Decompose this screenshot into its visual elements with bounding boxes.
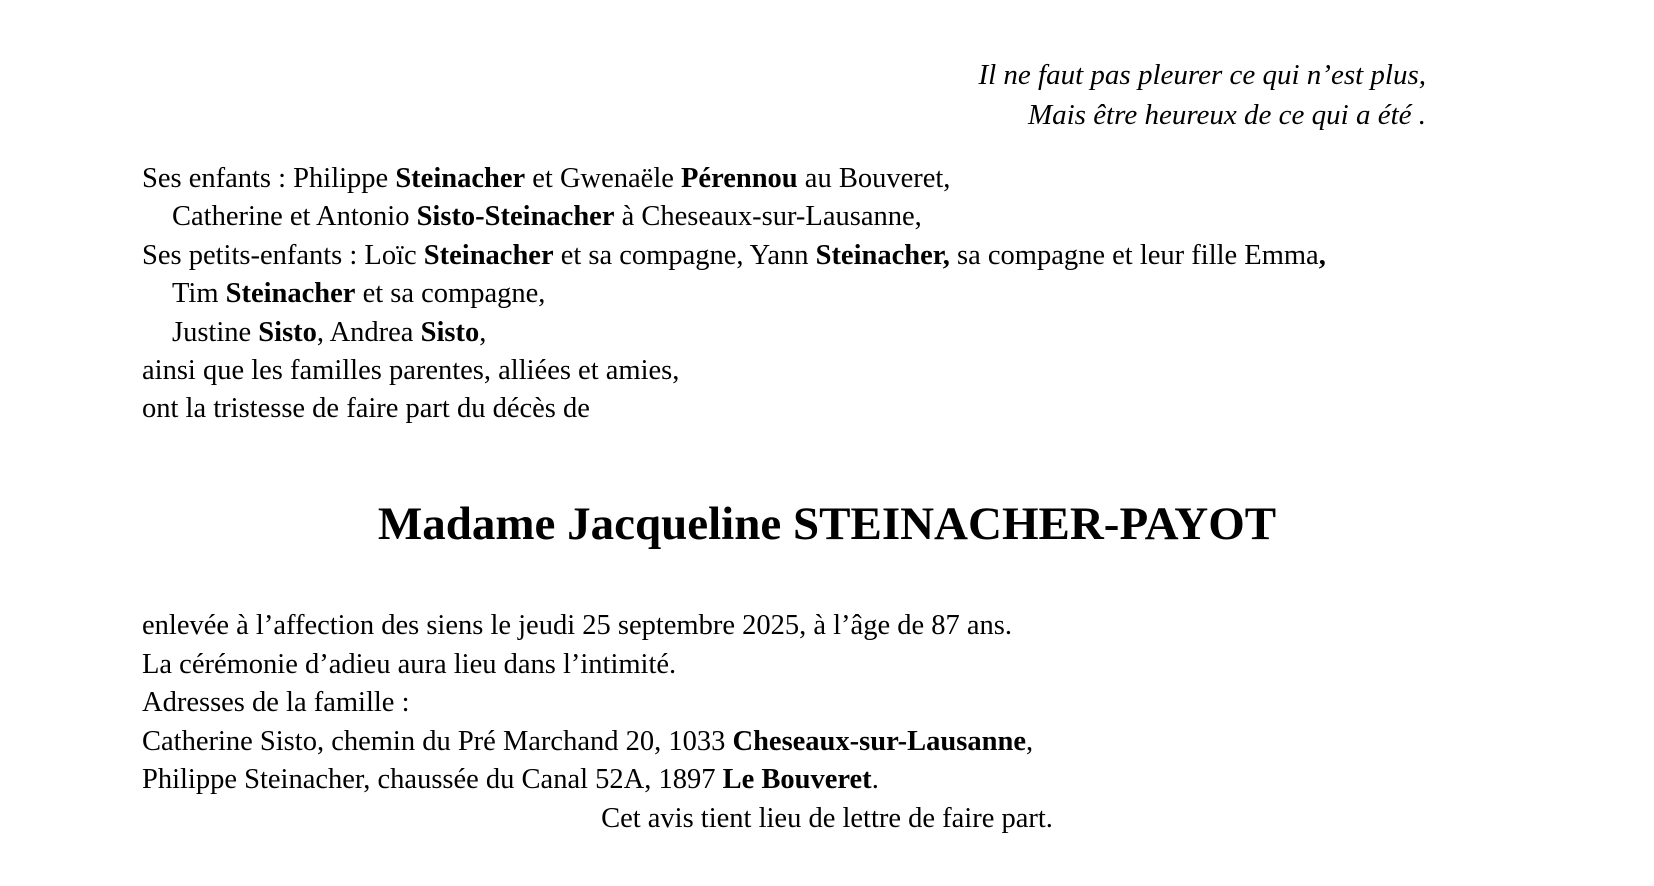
notice-line — [142, 646, 1512, 685]
funeral-details — [142, 607, 1512, 839]
text-segment: ont la tristesse de faire part du décès de — [142, 393, 590, 425]
text-segment: , — [479, 316, 487, 348]
notice-line — [142, 684, 1512, 723]
bold-text-segment: Sisto — [258, 316, 317, 348]
text-segment: Catherine Sisto, chemin du Pré Marchand 20, 1033 — [142, 725, 733, 757]
family-announcement — [142, 160, 1326, 429]
text-segment: La cérémonie d’adieu aura lieu dans l’intimité. — [142, 648, 677, 680]
bold-text-segment: Steinacher — [225, 278, 356, 310]
epigraph-line-2: Mais être heureux de ce qui a été . — [1027, 99, 1426, 131]
notice-line — [142, 352, 1326, 390]
text-segment: sa compagne et leur fille Emma — [949, 239, 1319, 271]
text-segment: Cet avis tient lieu de lettre de faire part. — [601, 802, 1053, 834]
text-segment: Justine — [172, 316, 259, 348]
bold-text-segment: Sisto — [420, 316, 480, 348]
notice-line — [142, 390, 1326, 428]
bold-text-segment: Steinacher — [395, 163, 526, 194]
text-segment: à Cheseaux-sur-Lausanne, — [614, 201, 922, 233]
notice-line — [142, 761, 1512, 800]
text-segment: Ses petits-enfants : Loïc — [142, 239, 424, 271]
bold-text-segment: Cheseaux-sur-Lausanne — [732, 725, 1026, 757]
text-segment: Philippe Steinacher, chaussée du Canal 52A, 1897 — [142, 764, 723, 796]
text-segment: Tim — [172, 278, 226, 310]
bold-text-segment: Sisto-Steinacher — [416, 201, 615, 233]
text-segment: et sa compagne, Yann — [553, 239, 816, 271]
notice-line — [142, 723, 1512, 762]
text-segment: ainsi que les familles parentes, alliées et amies, — [142, 355, 680, 387]
bold-text-segment: Steinacher, — [815, 239, 950, 271]
bold-text-segment: Steinacher — [423, 239, 554, 271]
notice-line — [142, 237, 1326, 275]
notice-line — [142, 607, 1512, 646]
text-segment: Catherine et Antonio — [172, 201, 417, 233]
epigraph-line-1: Il ne faut pas pleurer ce qui n’est plus, — [978, 59, 1426, 91]
text-segment: Ses enfants : Philippe — [142, 163, 396, 194]
bold-text-segment: Pérennou — [681, 163, 798, 194]
epigraph — [978, 55, 1426, 135]
text-segment: et Gwenaële — [525, 163, 682, 194]
notice-line — [142, 800, 1512, 839]
text-segment: au Bouveret, — [797, 163, 951, 194]
text-segment: enlevée à l’affection des siens le jeudi 25 septembre 2025, à l’âge de 87 ans. — [142, 610, 1012, 641]
bold-text-segment: Le Bouveret — [722, 764, 872, 796]
text-segment: . — [871, 764, 879, 796]
text-segment: , Andrea — [316, 316, 421, 348]
text-segment: Adresses de la famille : — [142, 687, 410, 719]
notice-line — [142, 314, 1326, 352]
bold-text-segment: , — [1318, 239, 1326, 271]
deceased-name-title: Madame Jacqueline STEINACHER-PAYOT — [377, 498, 1277, 550]
notice-line — [142, 275, 1326, 313]
notice-line — [142, 160, 1326, 198]
text-segment: , — [1025, 725, 1034, 757]
notice-line — [142, 198, 1326, 236]
text-segment: et sa compagne, — [355, 278, 546, 310]
